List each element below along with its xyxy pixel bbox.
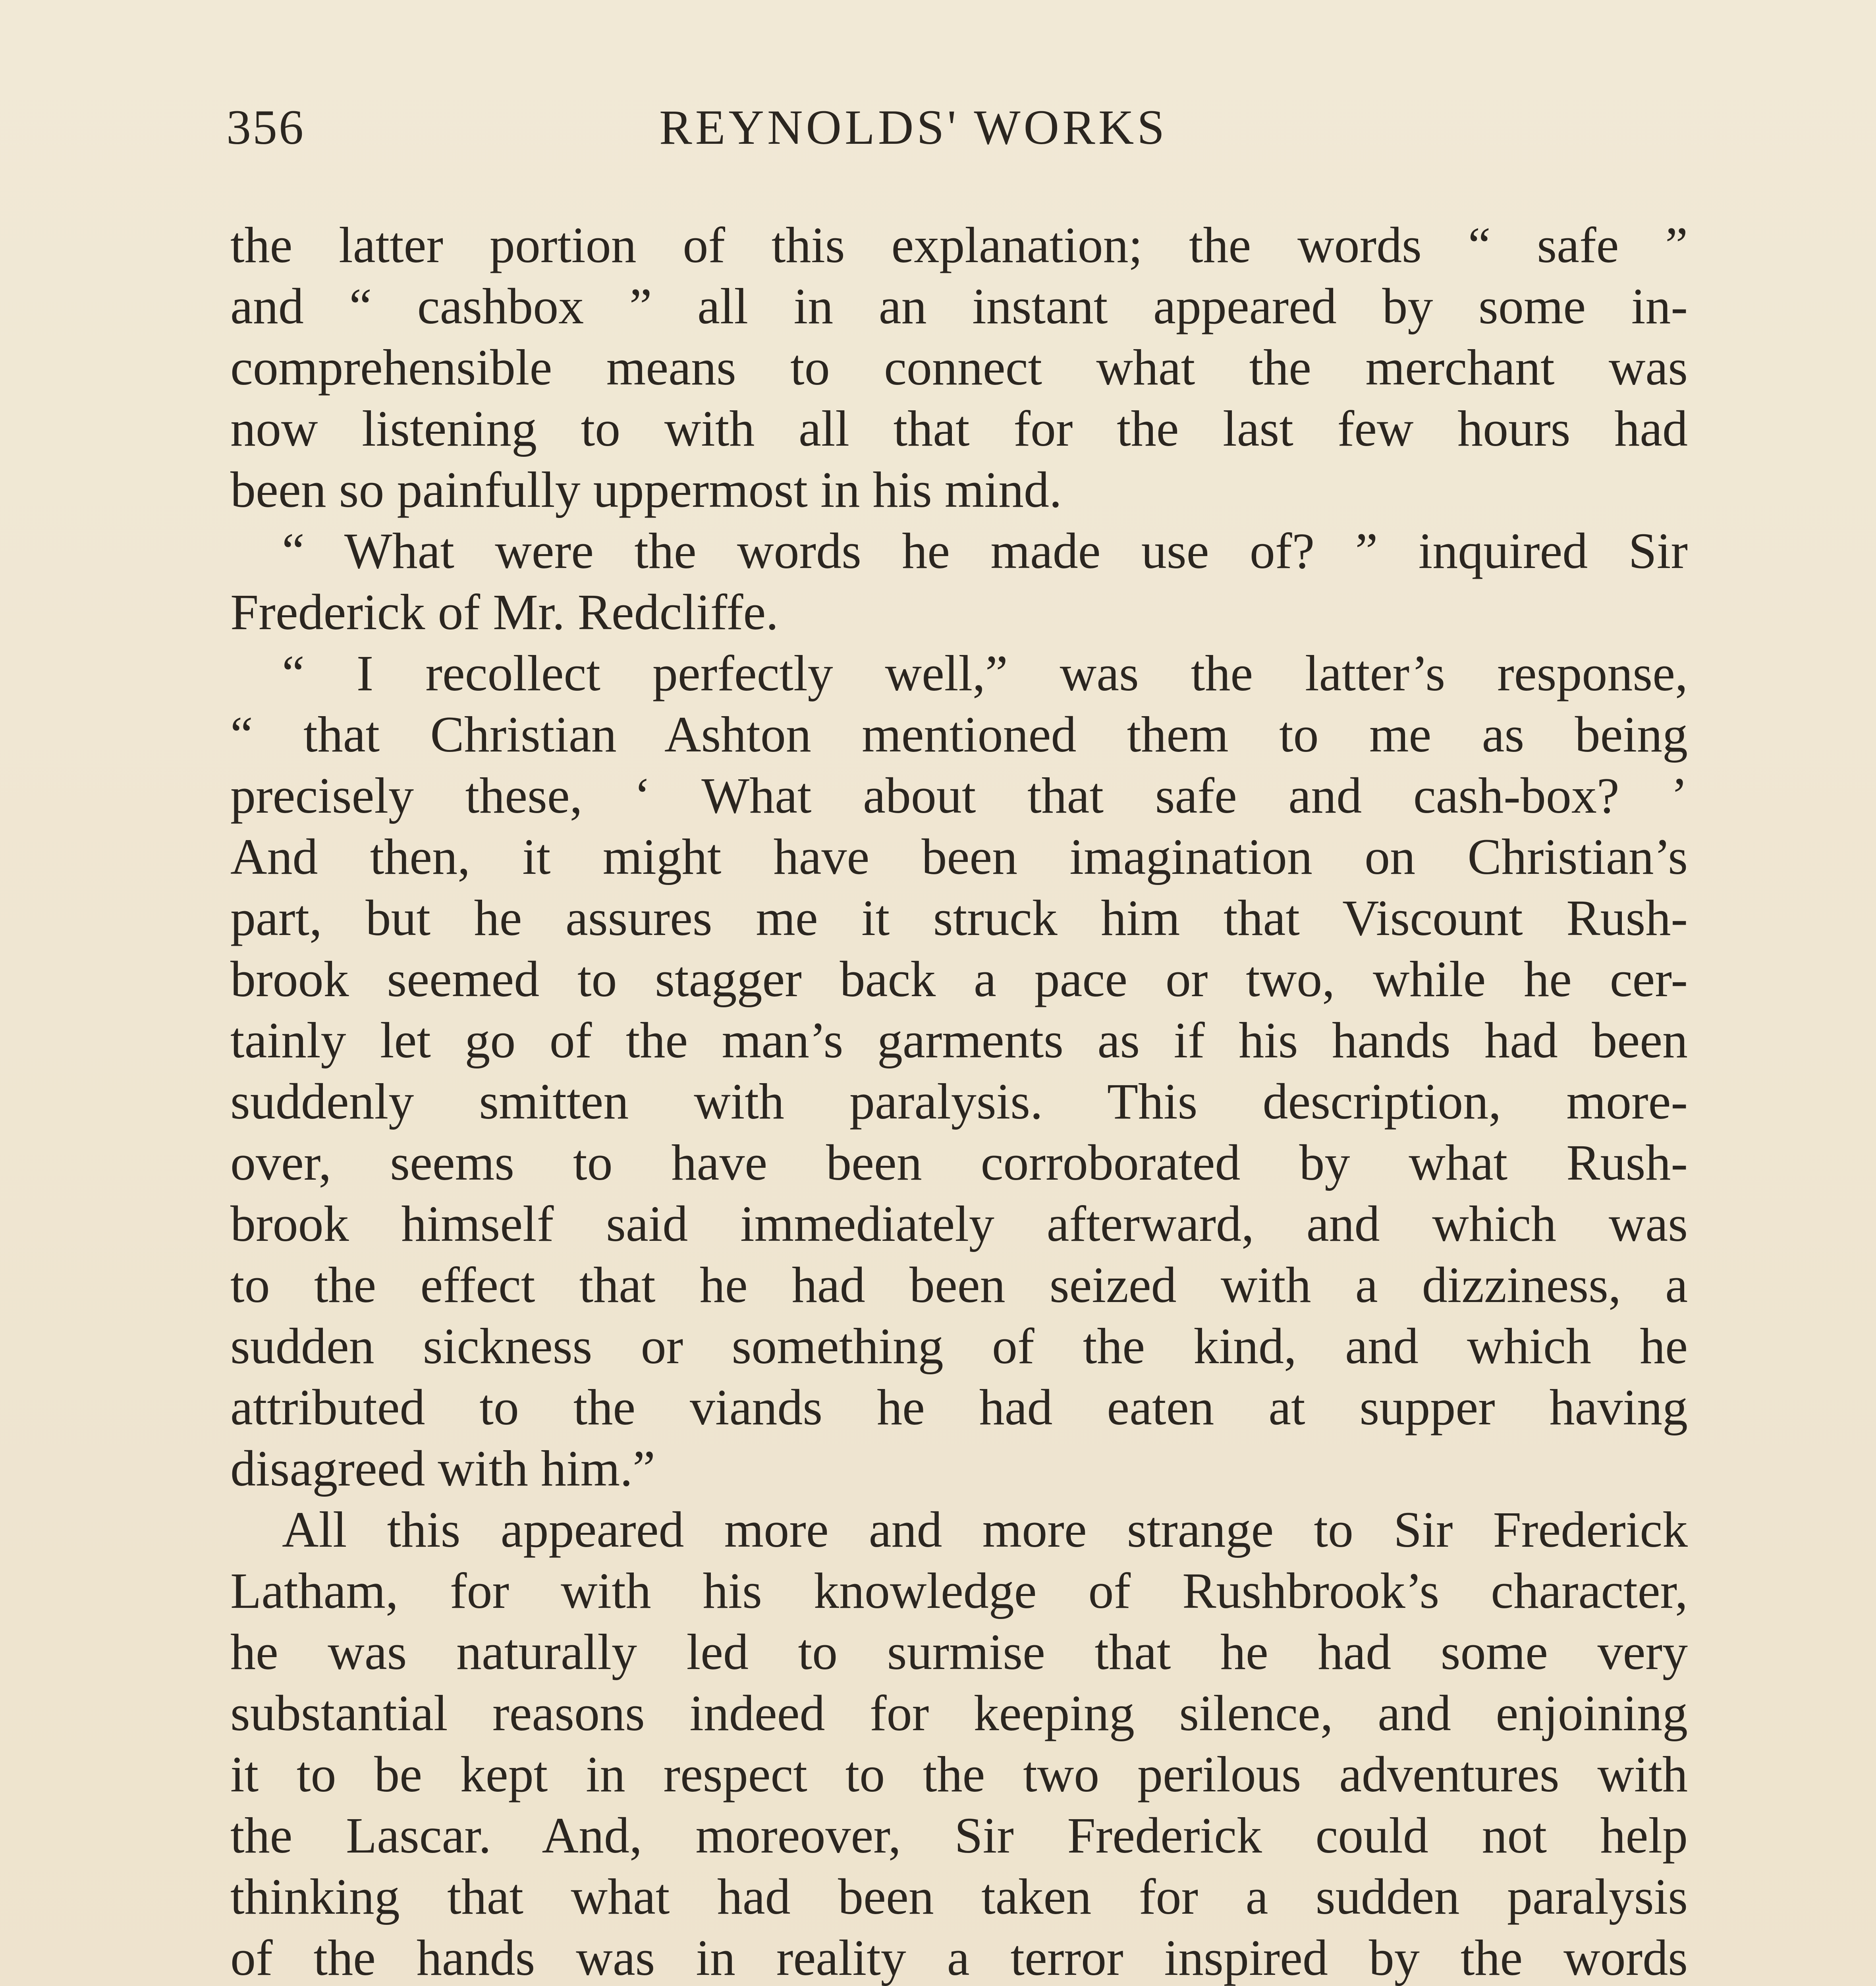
text-line: suddenly smitten with paralysis. This description, more-	[230, 1073, 1688, 1130]
text-line: substantial reasons indeed for keeping silence, and enjoining	[230, 1685, 1688, 1741]
text-line: tainly let go of the man’s garments as if his hands had been	[230, 1012, 1688, 1068]
text-line: All this appeared more and more strange to Sir Frederick	[282, 1501, 1688, 1558]
text-line: now listening to with all that for the last few hours had	[230, 400, 1688, 457]
text-line: the latter portion of this explanation; the words “ safe ”	[230, 217, 1688, 273]
page-header	[226, 99, 1688, 175]
text-line: “ I recollect perfectly well,” was the latter’s response,	[282, 645, 1688, 701]
text-line: brook seemed to stagger back a pace or two, while he cer-	[230, 951, 1688, 1007]
text-line: attributed to the viands he had eaten at supper having	[230, 1379, 1688, 1435]
body-text	[230, 214, 1688, 1986]
running-head: REYNOLDS' WORKS	[659, 100, 1168, 155]
text-line: precisely these, ‘ What about that safe and cash-box? ’	[230, 767, 1688, 824]
text-line: and “ cashbox ” all in an instant appeared by some in-	[230, 278, 1688, 334]
text-line: part, but he assures me it struck him that Viscount Rush-	[230, 890, 1688, 946]
text-line: comprehensible means to connect what the merchant was	[230, 339, 1688, 396]
page-number: 356	[226, 100, 305, 155]
text-line: of the hands was in reality a terror inspired by the words	[230, 1930, 1688, 1986]
text-line: over, seems to have been corroborated by what Rush-	[230, 1134, 1688, 1191]
text-line: been so painfully uppermost in his mind.	[230, 462, 1062, 518]
text-line: And then, it might have been imagination on Christian’s	[230, 829, 1688, 885]
text-line: the Lascar. And, moreover, Sir Frederick could not help	[230, 1807, 1688, 1864]
text-line: disagreed with him.”	[230, 1440, 655, 1497]
text-line: “ that Christian Ashton mentioned them to me as being	[230, 706, 1688, 763]
text-line: brook himself said immediately afterward, and which was	[230, 1196, 1688, 1252]
text-line: Frederick of Mr. Redcliffe.	[230, 584, 779, 640]
text-line: he was naturally led to surmise that he had some very	[230, 1624, 1688, 1680]
text-line: “ What were the words he made use of? ” inquired Sir	[282, 523, 1688, 579]
text-line: thinking that what had been taken for a sudden paralysis	[230, 1868, 1688, 1925]
text-line: it to be kept in respect to the two perilous adventures with	[230, 1746, 1688, 1802]
text-line: to the effect that he had been seized with a dizziness, a	[230, 1257, 1688, 1313]
text-line: Latham, for with his knowledge of Rushbrook’s character,	[230, 1563, 1688, 1619]
text-line: sudden sickness or something of the kind, and which he	[230, 1318, 1688, 1374]
